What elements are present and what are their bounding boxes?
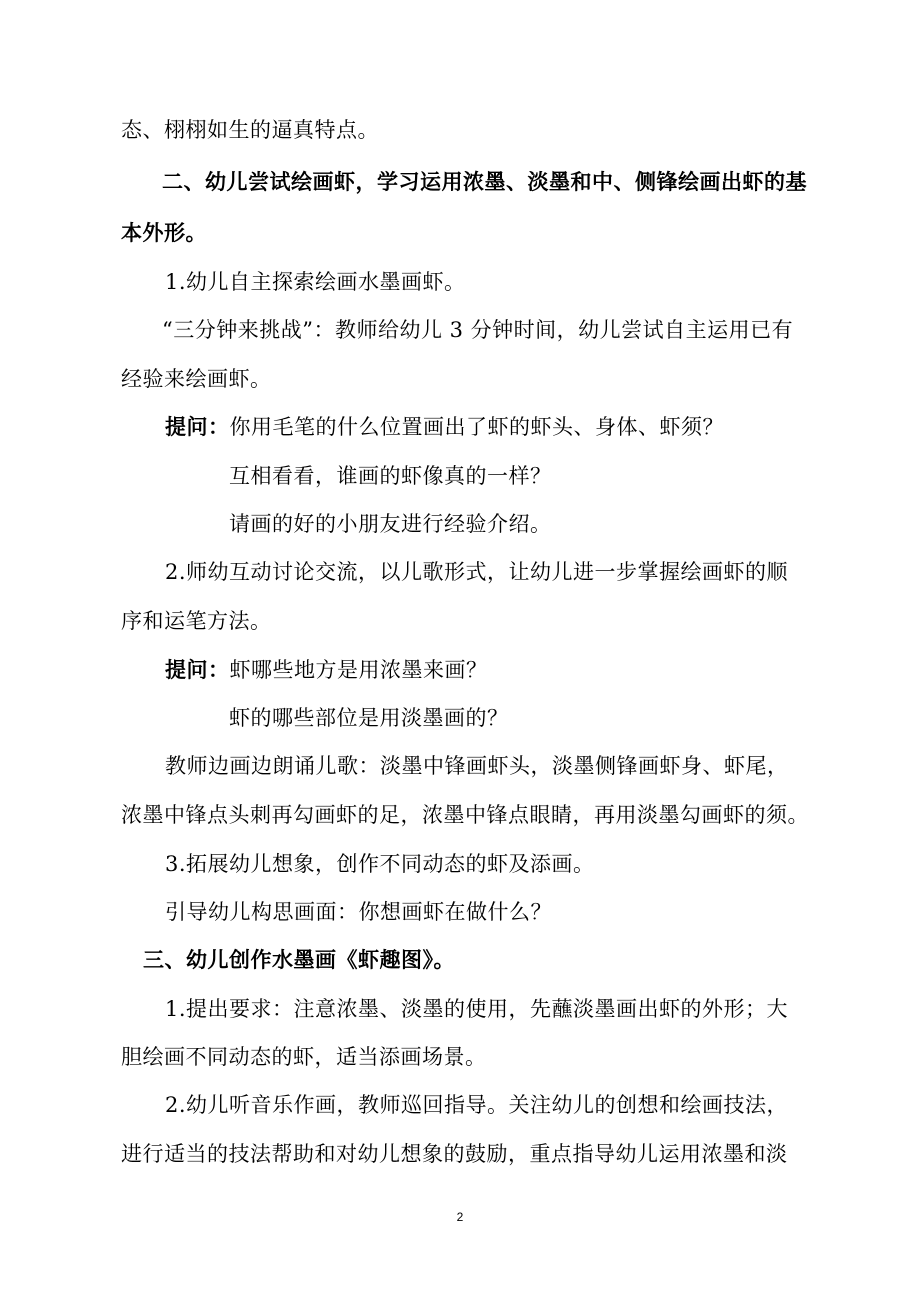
subsection-title: 1.提出要求：注意浓墨、淡墨的使用，先蘸淡墨画出虾的外形；大 xyxy=(165,997,789,1021)
paragraph-line: 经验来绘画虾。 xyxy=(121,367,272,391)
question-text: 虾哪些地方是用浓墨来画？ xyxy=(229,658,488,682)
subsection-title: 2.幼儿听音乐作画，教师巡回指导。关注幼儿的创想和绘画技法， xyxy=(165,1093,789,1117)
subsection-title: 3.拓展幼儿想象，创作不同动态的虾及添画。 xyxy=(165,852,595,876)
paragraph-line: 教师边画边朗诵儿歌：淡墨中锋画虾头，淡墨侧锋画虾身、虾尾， xyxy=(165,754,789,778)
question-line xyxy=(165,656,488,684)
subsection-title: 2.师幼互动讨论交流，以儿歌形式，让幼儿进一步掌握绘画虾的顺 xyxy=(165,560,789,584)
section-heading-3: 三、幼儿创作水墨画《虾趣图》。 xyxy=(143,948,455,972)
question-text: 你用毛笔的什么位置画出了虾的虾头、身体、虾须？ xyxy=(229,415,724,439)
paragraph-line: 引导幼儿构思画面：你想画虾在做什么？ xyxy=(165,900,552,924)
paragraph-line: 胆绘画不同动态的虾，适当添画场景。 xyxy=(121,1045,487,1069)
question-line: 虾的哪些部位是用淡墨画的？ xyxy=(229,706,509,730)
section-heading-2-continued: 本外形。 xyxy=(121,221,207,245)
paragraph-line: 浓墨中锋点头刺再勾画虾的足，浓墨中锋点眼睛，再用淡墨勾画虾的须。 xyxy=(121,803,809,827)
question-label: 提问： xyxy=(165,415,230,439)
question-line xyxy=(165,413,724,441)
question-line: 请画的好的小朋友进行经验介绍。 xyxy=(229,512,552,536)
paragraph-line: 态、栩栩如生的逼真特点。 xyxy=(121,118,379,142)
paragraph-line: 进行适当的技法帮助和对幼儿想象的鼓励，重点指导幼儿运用浓墨和淡 xyxy=(121,1142,788,1166)
subsection-title: 1.幼儿自主探索绘画水墨画虾。 xyxy=(165,270,466,294)
page-number: 2 xyxy=(456,1210,464,1224)
question-label: 提问： xyxy=(165,658,230,682)
section-heading-2: 二、幼儿尝试绘画虾，学习运用浓墨、淡墨和中、侧锋绘画出虾的基 xyxy=(162,170,807,194)
question-line: 互相看看，谁画的虾像真的一样？ xyxy=(229,464,552,488)
paragraph-line: 序和运笔方法。 xyxy=(121,609,272,633)
paragraph-line: “三分钟来挑战”：教师给幼儿 3 分钟时间，幼儿尝试自主运用已有 xyxy=(162,318,794,342)
